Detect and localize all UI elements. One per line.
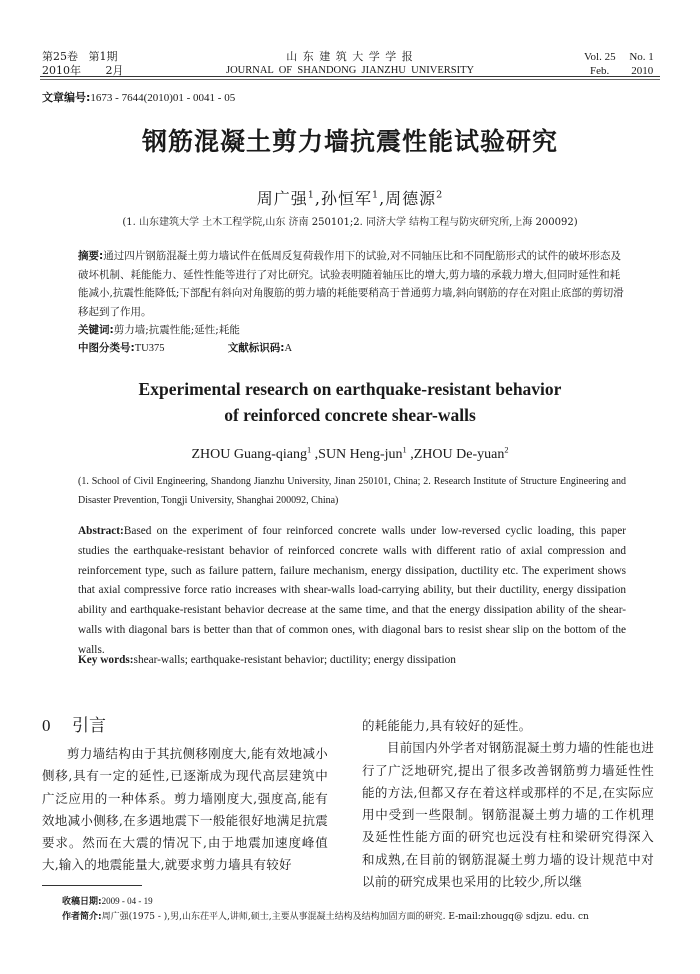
received-label: 收稿日期:	[62, 897, 102, 907]
abstract-cn	[78, 247, 626, 340]
author-en: ZHOU Guang-qiang	[191, 447, 307, 462]
abstract-cn-label: 摘要:	[78, 250, 104, 262]
keywords-cn-label: 关键词:	[78, 324, 114, 336]
doc-code-value: A	[284, 343, 293, 354]
article-number	[42, 89, 235, 105]
bio-label: 作者简介:	[62, 912, 102, 922]
journal-name-en: JOURNAL OF SHANDONG JIANZHU UNIVERSITY	[226, 65, 475, 76]
authors-en: ZHOU Guang-qiang$^1$ ,SUN Heng-jun$^1$ ,ZHOU De-yuan$^2$	[191, 445, 509, 462]
article-number-value: 1673 - 7644(2010)01 - 0041 - 05	[90, 92, 236, 104]
body-column-left	[42, 743, 328, 877]
doc-code-label: 文献标识码:	[227, 342, 285, 354]
footnote-author-bio	[62, 909, 589, 922]
year-cn: 2010年	[42, 64, 81, 77]
affiliation-cn: (1. 山东建筑大学 土木工程学院,山东 济南 250101;2. 同济大学 结构工程与防灾研究所,上海 200092)	[122, 217, 578, 228]
keywords-en-text: shear-walls; earthquake-resistant behavior; ductility; energy dissipation	[133, 654, 456, 666]
author-en: ZHOU De-yuan	[413, 447, 505, 462]
abstract-en-text: Based on the experiment of four reinforced concrete walls under low-reversed cyclic loading, this paper studies the earthquake-resistant behavior of reinforced concrete walls with different ratio of axial compression and reinforcement type, such as failure pattern, failure mechanism, energy dissipation, ductility etc. The experiment shows that axial compressive force ratio increases with shear-walls load-carrying ability, but their ductility, energy dissipation ability and earthquake-resistant behavior decrease at the same time, and that the energy dissipation ability of the shear-walls with diagonal bars is better than that of common ones, with diagonal bars to resist shear slip on the bottom of the walls.	[78, 525, 626, 656]
section-heading	[42, 711, 106, 736]
author-affil-sup: 1	[402, 445, 407, 455]
author-affil-sup: 2	[436, 189, 444, 201]
keywords-en-label: Key words:	[78, 654, 134, 666]
body-paragraph-continued: 的耗能能力,具有较好的延性。	[362, 718, 532, 733]
authors-cn: 周广强$^1$,孙恒军$^1$,周德源$^2$	[256, 189, 444, 208]
keywords-cn-text: 剪力墙;抗震性能;延性;耗能	[113, 324, 240, 336]
title-en	[0, 376, 700, 428]
volume-cn: 第25卷	[42, 50, 78, 63]
month-en: Feb.	[590, 65, 610, 77]
issue-en: No. 1	[629, 51, 654, 63]
author-cn: 周广强	[256, 189, 308, 208]
title-en-line2: of reinforced concrete shear-walls	[224, 405, 476, 425]
author-affil-sup: 2	[504, 445, 509, 455]
abstract-en	[78, 522, 626, 661]
header-rule-thin	[40, 79, 660, 80]
clc-label: 中图分类号:	[78, 342, 135, 354]
bio-text: 周广强(1975 - ),男,山东茌平人,讲师,硕士,主要从事混凝土结构及结构加固方面的研究. E-mail:zhougq@ sdjzu. edu. cn	[101, 912, 589, 922]
header-rule	[40, 76, 660, 77]
issue-cn: 第1期	[88, 50, 118, 63]
author-affil-sup: 1	[371, 189, 380, 201]
keywords-cn	[78, 321, 626, 340]
author-en: SUN Heng-jun	[318, 447, 403, 462]
section-number: 0	[42, 716, 51, 735]
abstract-en-label: Abstract:	[78, 525, 124, 537]
title-cn: 钢筋混凝土剪力墙抗震性能试验研究	[141, 127, 558, 156]
body-paragraph: 剪力墙结构由于其抗侧移刚度大,能有效地减小侧移,具有一定的延性,已逐渐成为现代高层建筑中广泛应用的一种体系。剪力墙刚度大,强度高,能有效地减小侧移,在多遇地震下一般能很好地满足抗震要求。然而在大震的情况下,由于地震加速度峰值大,输入的地震能量大,就要求剪力墙具有较好	[42, 746, 328, 873]
author-cn: 周德源	[385, 189, 437, 208]
footnote-received	[62, 894, 153, 907]
article-number-label: 文章编号:	[42, 91, 91, 104]
classification-row	[78, 340, 292, 355]
journal-name-cn: 山 东 建 筑 大 学 学 报	[286, 50, 414, 63]
section-title: 引言	[72, 716, 106, 736]
author-affil-sup: 1	[306, 445, 312, 455]
volume-en: Vol. 25	[584, 51, 616, 63]
author-cn: 孙恒军	[320, 189, 372, 208]
title-en-line1: Experimental research on earthquake-resistant behavior	[138, 379, 562, 399]
body-paragraph: 目前国内外学者对钢筋混凝土剪力墙的性能也进行了广泛地研究,提出了很多改善钢筋剪力墙延性性能的方法,但都又存在着这样或那样的不足,在实际应用中受到一些限制。钢筋混凝土剪力墙的工作机理及延性性能方面的研究也远没有柱和梁研究得深入和成熟,在目前的钢筋混凝土剪力墙的设计规范中对以前的研究成果也采用的比较少,所以继	[362, 740, 654, 890]
received-date: 2009 - 04 - 19	[101, 896, 153, 906]
month-cn: 2月	[105, 64, 124, 77]
body-column-right	[362, 715, 654, 893]
header-vol-no-en	[584, 50, 654, 64]
abstract-cn-text: 通过四片钢筋混凝土剪力墙试件在低周反复荷载作用下的试验,对不同轴压比和不同配筋形式的试件的破坏形态及破坏机制、耗能能力、延性性能等进行了对比研究。试验表明随着轴压比的增大,剪力墙的承载力增大,但同时延性和耗能减小,抗震性能降低;下部配有斜向对角腹筋的剪力墙的耗能要稍高于普通剪力墙,斜向钢筋的存在对阻止底部的剪切滑移起到了作用。	[78, 250, 624, 318]
footnote-rule	[42, 885, 142, 886]
keywords-en	[78, 654, 456, 666]
author-affil-sup: 1	[307, 189, 315, 201]
clc-value: TU375	[134, 343, 165, 354]
year-en: 2010	[631, 65, 654, 77]
affiliation-en: (1. School of Civil Engineering, Shandong Jianzhu University, Jinan 250101, China; 2. Research Institute of Structure Engineering and Disaster Prevention, Tongji University, Shanghai 200092, China)	[78, 476, 626, 506]
